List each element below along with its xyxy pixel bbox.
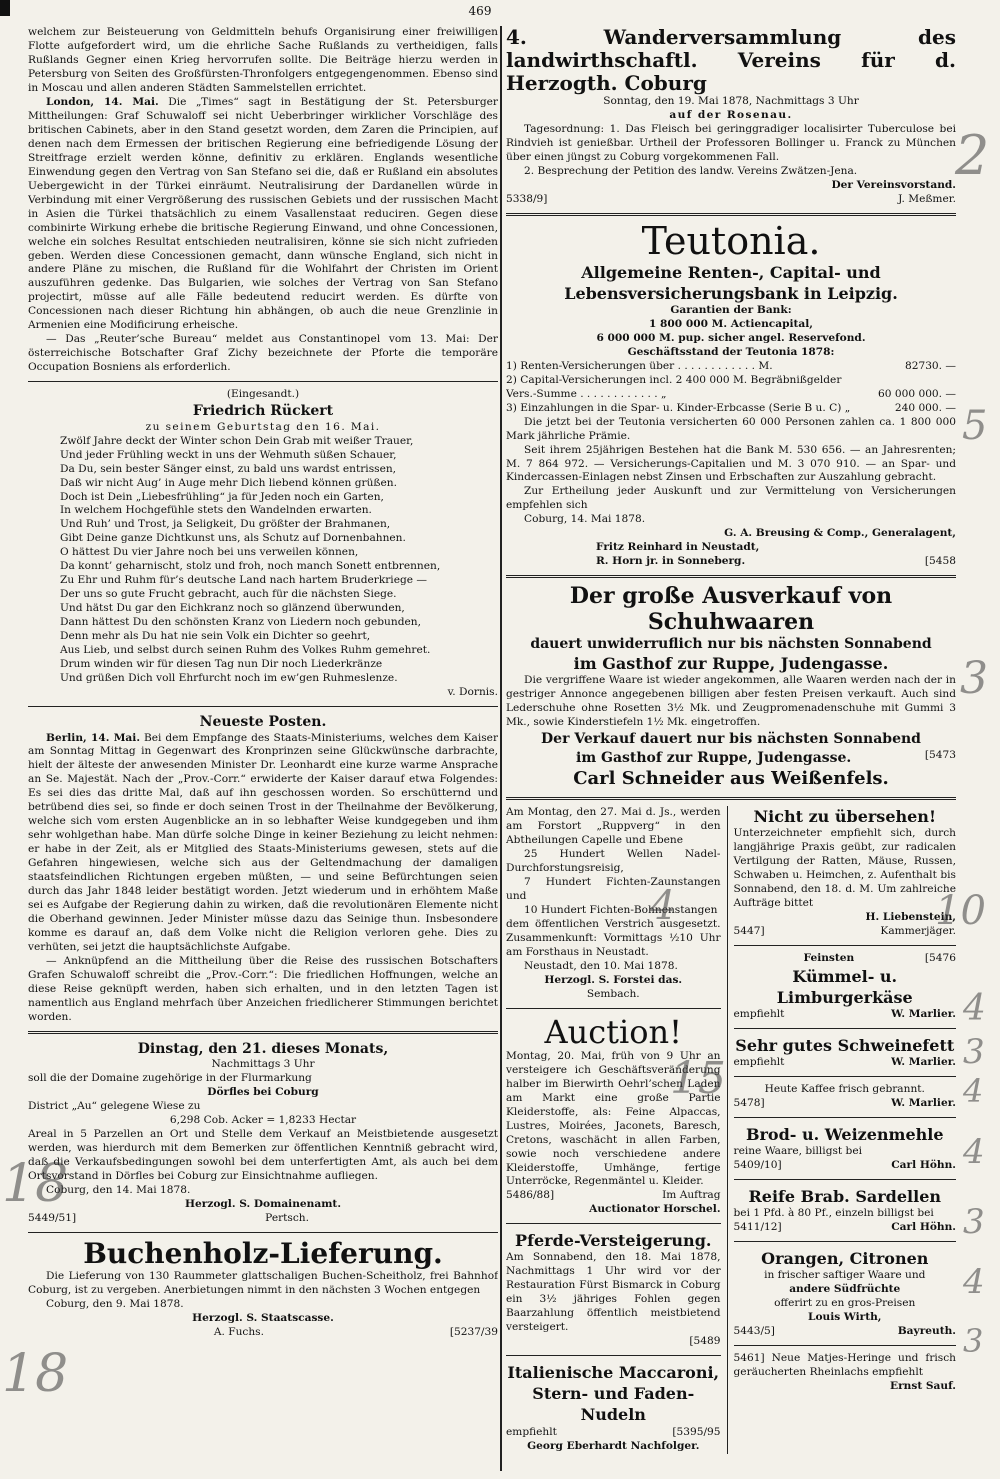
divider [734, 1076, 956, 1077]
divider [734, 1028, 956, 1029]
orangen-line2: in frischer saftiger Waare und [764, 1269, 926, 1282]
ratten-text: Unterzeichneter empfiehlt sich, durch langjährige Praxis geübt, zur radicalen Vertilgung der Ratten, Mäuse, Russen, Schwaben u. Heimchen, z. Aufenthalt bis Sonnabend, den 18. d. M. Um zahlreiche Aufträge bittet [733, 827, 956, 909]
maccaroni-title2: Stern- und Faden-Nudeln [532, 1384, 695, 1425]
ad-code: 5443/5] [733, 1325, 775, 1338]
teutonia-body1: Die jetzt bei der Teutonia versicherten 60 000 Personen zahlen ca. 1 800 000 Mark jährliche Prämie. [506, 415, 956, 442]
ad-buchen-signame: A. Fuchs. [213, 1325, 264, 1338]
wander-place: auf der Rosenau. [669, 108, 793, 121]
teutonia-business: Geschäftsstand der Teutonia 1878: [627, 345, 835, 358]
teutonia-item-label: 2) Capital-Versicherungen incl. 2 400 000 M. Begräbnißgelder Vers.-Summe . . . . . . . . . . . . „ [506, 373, 842, 400]
pencil-mark: 3 [963, 1202, 985, 1242]
teutonia-g1: 1 800 000 M. Actiencapital, [648, 317, 813, 330]
ad-domaine-line2: District „Au“ gelegene Wiese zu [28, 1100, 201, 1113]
divider [506, 1355, 721, 1356]
teutonia-item-value: 240 000. — [894, 401, 956, 414]
forst-signame: Sembach. [586, 987, 640, 1000]
schuh-line4: Der Verkauf dauert nur bis nächsten Sonnabend [541, 731, 921, 748]
teutonia-item [506, 402, 956, 416]
poem-line: Doch ist Dein „Liebesfrühling“ ja für Jeden noch ein Garten, [60, 490, 384, 503]
small-ads-grid [506, 806, 956, 1454]
london-dateline: London, 14. Mai. [46, 95, 159, 108]
teutonia-g2: 6 000 000 M. pup. sicher angel. Reservefond. [596, 331, 866, 344]
poem-line: Da konnt’ geharnischt, stolz und froh, noch manch Sonett entbrennen, [60, 560, 441, 573]
ratten-signer: H. Liebenstein, [865, 910, 956, 923]
pferde-text: Am Sonnabend, den 18. Mai 1878, Nachmittags 1 Uhr wird vor der Restauration Fürst Bismarck in Coburg ein 3½ jähriges Fohlen gegen Baarzahlung öffentlich meistbietend versteigert. [506, 1251, 721, 1334]
orangen-place: Bayreuth. [897, 1325, 956, 1338]
auction-text: Montag, 20. Mai, früh von 9 Uhr an versteigere ich Geschäftsveränderung halber im Bierwirth Oehrl’schen Laden am Markt eine große Partie Kleiderstoffe, als: Feine Alpaccas, Lustres, Moirées, Jaconets, Baresch, Cretons, waschächt in allen Farben, sowie noch verschiedene andere Kleiderstoffe, Umhänge, fertige Unterröcke, Regenmäntel u. Kleider. [506, 1049, 721, 1188]
schuh-firm: Carl Schneider aus Weißenfels. [573, 768, 889, 790]
ad-auction [506, 1012, 721, 1218]
pencil-mark: 4 [963, 988, 986, 1029]
pferde-title: Pferde-Versteigerung. [515, 1231, 712, 1251]
schuh-line2: dauert unwiderruflich nur bis nächsten Sonnabend [530, 635, 932, 652]
pencil-mark: 18 [2, 1344, 69, 1404]
ad-teutonia [506, 218, 956, 570]
poem-line: Und jeder Frühling weckt in uns der Wehmuth süßen Schauer, [60, 448, 397, 461]
divider [734, 1345, 956, 1346]
poem-line: O hättest Du vier Jahre noch bei uns verweilen können, [60, 546, 359, 559]
divider [506, 797, 956, 800]
divider [734, 945, 956, 946]
ad-domaine-footer [28, 1212, 498, 1226]
divider [734, 1179, 956, 1180]
wander-agenda: Tagesordnung: 1. Das Fleisch bei geringgradiger localisirter Tuberculose bei Rindvieh ist genießbar. Urtheil der Professoren Bollinger u. Franck zu München über einen jüngst zu Coburg vorgekommenen Fall. [506, 122, 956, 163]
berlin-report [28, 732, 498, 956]
orangen-title: Orangen, Citronen [761, 1249, 929, 1269]
brod-firm: Carl Höhn. [891, 1159, 956, 1172]
ad-sardellen [734, 1186, 956, 1235]
wander-signame: J. Meßmer. [898, 192, 956, 205]
forst-item: 10 Hundert Fichten-Bohnenstangen [524, 903, 718, 916]
forst-signer: Herzogl. S. Forstei das. [544, 973, 683, 986]
poem-line: Zwölf Jahre deckt der Winter schon Dein Grab mit weißer Trauer, [60, 434, 414, 447]
divider [506, 575, 956, 578]
auction-auftrag: Im Auftrag [662, 1189, 721, 1202]
pencil-mark: 4 [963, 1262, 985, 1302]
teutonia-footer [506, 555, 956, 569]
teutonia-title: Teutonia. [641, 218, 821, 263]
ratten-title: Nicht zu übersehen! [753, 807, 936, 826]
wander-title: 4. Wanderversammlung des landwirthschaftl. Vereins für d. Herzogth. Coburg [506, 26, 956, 95]
divider [28, 381, 498, 382]
news-block [28, 713, 498, 1025]
orangen-line4: offerirt zu en gros-Preisen [774, 1297, 916, 1310]
pencil-mark: 3 [960, 653, 988, 704]
divider [506, 1223, 721, 1224]
teutonia-item [506, 374, 956, 402]
poem-line: Denn mehr als Du hat nie sein Volk ein Dichter so geehrt, [60, 630, 371, 643]
berlin-dateline: Berlin, 14. Mai. [46, 731, 141, 744]
schuh-row [506, 749, 956, 767]
schuh-title: Der große Ausverkauf von Schuhwaaren [569, 583, 893, 635]
poem-line: In welchem Hochgefühle stets den Wandelnden erwarten. [60, 504, 372, 517]
ad-code: [5237/39 [449, 1325, 498, 1338]
sardellen-firm: Carl Höhn. [891, 1221, 956, 1234]
schwein-empfiehlt: empfiehlt [733, 1056, 785, 1069]
kaese-firm: W. Marlier. [891, 1008, 956, 1021]
orangen-firm: Louis Wirth, [808, 1311, 882, 1324]
ad-buchen-footer [28, 1326, 498, 1340]
ad-pferde [506, 1230, 721, 1349]
ad-code: 5449/51] [28, 1211, 77, 1224]
right-column [506, 26, 956, 1469]
pencil-mark: 2 [955, 124, 990, 187]
sardellen-text: bei 1 Pfd. à 80 Pf., einzeln billigst bei [733, 1207, 934, 1220]
pencil-mark: 3 [963, 1322, 984, 1360]
small-ads-left [506, 806, 727, 1454]
matjes-firm: Ernst Sauf. [890, 1380, 956, 1393]
auction-title: Auction! [544, 1012, 682, 1051]
auction-signer: Auctionator Horschel. [589, 1203, 721, 1216]
berlin-text: Bei dem Empfange des Staats-Ministeriums, welches dem Kaiser am Sonntag Mittag in Gegenwart des Kronprinzen seine Glückwünsche darbrachte, hielt der älteste der anwesenden Minister Dr. Leonhardt eine kurze warme Ansprache an Se. Majestät. Nach der „Prov.-Corr.“ erwiderte der Kaiser darauf etwa Folgendes: Es sei dies das dritte Mal, daß auf ihn geschossen worden. So erschütternd und betrübend dies sei, so finde er doch seinen Trost in der Theilnahme der Bevölkerung, welche sich vom ersten Augenblicke an in so lebhafter Weise kundgegeben und ihm sehr wohlgethan habe. Man dürfe solche Dinge in keiner Beziehung zu leicht nehmen: er habe in der Zeit, als er Mitglied des Staats-Ministeriums gewesen, stets auf die Gefahren hingewiesen, welche sich aus der Geltendmachung der damaligen staatsfeindlichen Richtungen ergeben müßten, — und seine Befürchtungen seien durch das Jahr 1848 leider bestätigt worden. Jetzt wiederum und in erhöhtem Maße sei es Aufgabe der Regierung dahin zu wirken, daß die revolutionären Elemente nicht die Oberhand gewinnen. Jeder Minister müsse dazu das Seinige thun. Insbesondere komme es darauf an, daß dem Volke nicht die Religion verloren gehe. Dies zu verhüten, sei jetzt die hauptsächlichste Aufgabe. [28, 731, 498, 954]
wander-footer [506, 193, 956, 207]
pencil-mark: 4 [650, 883, 676, 929]
intro-paragraph: welchem zur Beisteuerung von Geldmitteln behufs Organisirung einer freiwilligen Flotte aufgefordert wird, um die ehrliche Sache Rußlands zu vertheidigen, falls Rußlands Gegner einen Krieg hervorrufen sollte. Die Beiträge hierzu werden in Petersburg von Seiten des Großfürsten-Thronfolgers entgegengenommen. Ebenso sind in Moscau und allen anderen Städten Sammelstellen errichtet. [28, 26, 498, 94]
scan-edge-mark [0, 0, 10, 16]
forst-body: dem öffentlichen Verstrich ausgesetzt. Zusammenkunft: Vormittags ½10 Uhr am Forsthaus in Neustadt. [506, 917, 721, 958]
kaese-empfiehlt: empfiehlt [733, 1008, 785, 1021]
news-title: Neueste Posten. [199, 714, 327, 731]
teutonia-body3: Zur Ertheilung jeder Auskunft und zur Vermittelung von Versicherungen empfehlen sich [506, 485, 956, 512]
divider [506, 213, 956, 216]
poem-line: Gibt Deine ganze Dichtkunst uns, als Schutz auf Dornenbahnen. [60, 532, 406, 545]
ad-code: 5338/9] [506, 192, 548, 205]
wander-agenda2: 2. Besprechung der Petition des landw. Vereins Zwätzen-Jena. [524, 164, 858, 177]
pencil-mark: 15 [670, 1053, 726, 1104]
forst-item: 7 Hundert Fichten-Zaunstangen und [506, 875, 721, 902]
divider [734, 1117, 956, 1118]
ad-buchenholz [28, 1236, 498, 1340]
divider [28, 1031, 498, 1034]
pencil-mark: 4 [963, 1072, 984, 1110]
ad-domaine-time: Nachmittags 3 Uhr [211, 1058, 315, 1071]
ratten-footer [734, 925, 956, 939]
ad-domaine-body: Areal in 5 Parzellen an Ort und Stelle dem Verkauf an Meistbietende ausgesetzt werden, was hierdurch mit dem Bemerken zur öffentlichen Kenntniß gebracht wird, daß die Verkaufsbedingungen sowohl bei dem unterfertigten Amt, als auch bei dem Ortsvorstand in Dörfles bei Coburg zur Einsichtnahme aufliegen. [28, 1128, 498, 1183]
brod-title: Brod- u. Weizenmehle [745, 1125, 944, 1145]
teutonia-body2: Seit ihrem 25jährigen Bestehen hat die Bank M. 530 656. — an Jahresrenten; M. 7 864 972. — Versicherungs-Capitalien und M. 3 070 910. — an Spar- und Kindercassen-Einlagen nebst Zinsen und Erbschaften zur Auszahlung gebracht. [506, 443, 956, 484]
poem-line: Dann hättest Du den schönsten Kranz von Liedern noch gebunden, [60, 616, 421, 629]
kaese-title: Kümmel- u. Limburgerkäse [776, 966, 913, 1007]
ad-kammerjaeger [734, 806, 956, 939]
ad-domaine-place: Dörfles bei Coburg [207, 1086, 319, 1099]
schwein-footer [734, 1056, 956, 1070]
teutonia-item-value: 60 000 000. — [878, 387, 956, 400]
kaese-footer [734, 1008, 956, 1022]
ad-buchen-signer: Herzogl. S. Staatscasse. [192, 1311, 334, 1324]
london-text: Die „Times“ sagt in Bestätigung der St. Petersburger Mittheilungen: Graf Schuwaloff sei nicht Ueberbringer wirklicher Vorschläge des britischen Cabinets, aber in den Stand gesetzt worden, dem Zaren die Principien, auf denen nach dem Ermessen der britischen Regierung eine befriedigende Lösung der Streitfrage erzielt werden könne, definitiv zu erklären. Englands wesentliche Einwendung gegen den Vertrag von San Stefano sei die, daß er Rußland ein absolutes Uebergewicht in der Türkei einräumt. Neutralisirung der Dardanellen würde in Verbindung mit einer Vergrößerung des russischen Gebiets und der russischen Macht in Asien die Türkei thatsächlich zu einem Vasallenstaat reduciren. Gegen diese combinirte Wirkung erhebe die britische Regierung Einwand, und ohne Concessionen, welche ein solches Resultat entschieden neutralisiren, könne sie sich nicht zufrieden geben. Werden diese Concessionen gemacht, dann wünsche England, sich nicht in andere Pläne zu mischen, die Rußland für die Wohlfahrt der Christen im Orient auszuführen gedenke. Das Bulgarien, wie solches der Vertrag von San Stefano projectirt, müsse auf alle Fälle bedeutend reducirt werden. Es dürfte von Concessionen nach dieser Richtung hin abhängen, ob auch die neue Grenzlinie in Armenien eine Modificirung erheische. [28, 95, 498, 332]
maccaroni-firm: Georg Eberhardt Nachfolger. [527, 1439, 700, 1452]
ad-matjes [734, 1352, 956, 1394]
teutonia-guarantee: Garantien der Bank: [670, 303, 792, 316]
poem-line: Daß wir nicht Aug’ in Auge mehr Dich liebend können grüßen. [60, 476, 397, 489]
pencil-mark: 5 [962, 403, 988, 449]
page-number: 469 [468, 4, 492, 18]
poem-line: Und Ruh’ und Trost, ja Seligkeit, Du größter der Brahmanen, [60, 518, 391, 531]
ad-buchen-date: Coburg, den 9. Mai 1878. [46, 1297, 184, 1310]
poem-line: Und grüßen Dich voll Ehrfurcht noch im ew’gen Ruhmeslenze. [60, 672, 398, 685]
kaffee-firm: W. Marlier. [891, 1097, 956, 1110]
ad-code: [5489 [689, 1335, 721, 1348]
ad-code: 5409/10] [733, 1159, 782, 1172]
ad-buchen-heading: Buchenholz-Lieferung. [83, 1236, 443, 1270]
london-report [28, 96, 498, 333]
poem-line: Der uns so gute Frucht gebracht, auch für die nächsten Siege. [60, 588, 397, 601]
ad-forstei [506, 806, 721, 1002]
poem-line: Drum winden wir für diesen Tag nun Dir noch Liederkränze [60, 658, 383, 671]
small-ads-right [727, 806, 956, 1454]
poem-line: Zu Ehr und Ruhm für’s deutsche Land nach hartem Bruderkriege — [60, 574, 427, 587]
pencil-mark: 10 [935, 888, 986, 934]
ad-code: 5411/12] [733, 1221, 782, 1234]
ad-kaese [734, 952, 956, 1022]
reuter-report: — Das „Reuter’sche Bureau“ meldet aus Constantinopel vom 13. Mai: Der österreichische Botschafter Graf Zichy bezeichnete der Pforte die temporäre Occupation Bosniens als erforderlich. [28, 333, 498, 374]
forst-text: Am Montag, den 27. Mai d. Js., werden am Forstort „Ruppverg“ in den Abtheilungen Capelle und Ebene [506, 806, 721, 846]
teutonia-item-value: 82730. — [904, 359, 956, 372]
ad-code: 5447] [733, 924, 765, 937]
ad-code: [5473 [924, 748, 956, 761]
divider [506, 1008, 721, 1009]
brod-text: reine Waare, billigst bei [733, 1145, 862, 1158]
teutonia-agent1: G. A. Breusing & Comp., Generalagent, [724, 527, 956, 540]
ad-brod [734, 1124, 956, 1173]
maccaroni-empfiehlt: empfiehlt [506, 1425, 557, 1438]
ad-code: [5476 [924, 951, 956, 964]
ad-buchen-body: Die Lieferung von 130 Raummeter glattschaligen Buchen-Scheitholz, frei Bahnhof Coburg, ist zu vergeben. Anerbietungen nimmt in den nächsten 3 Wochen entgegen [28, 1269, 498, 1296]
schwein-title: Sehr gutes Schweinefett [735, 1036, 955, 1056]
matjes-text: 5461] Neue Matjes-Heringe und frisch geräucherten Rheinlachs empfiehlt [733, 1352, 956, 1379]
kaffee-text: Heute Kaffee frisch gebrannt. [764, 1083, 925, 1096]
ad-domaine-heading: Dinstag, den 21. dieses Monats, [137, 1040, 389, 1057]
ad-code: [5395/95 [672, 1425, 721, 1438]
maccaroni-row [506, 1426, 721, 1440]
ad-maccaroni [506, 1362, 721, 1453]
teutonia-item [506, 360, 956, 374]
poem-line: Und hätst Du gar den Eichkranz noch so glänzend überwunden, [60, 602, 405, 615]
wander-signer: Der Vereinsvorstand. [831, 178, 956, 191]
kaese-top [734, 952, 956, 966]
poem-note: (Eingesandt.) [226, 388, 300, 401]
poem-subtitle: zu seinem Geburtstag den 16. Mai. [145, 420, 381, 433]
orangen-line3: andere Südfrüchte [789, 1283, 901, 1296]
orangen-footer [734, 1325, 956, 1339]
ad-domaine-signer: Herzogl. S. Domainenamt. [184, 1198, 342, 1210]
pencil-mark: 4 [963, 1132, 985, 1172]
left-column [28, 26, 498, 1469]
schuh-body: Die vergriffene Waare ist wieder angekommen, alle Waaren werden nach der in gestriger Annonce angegebenen billigen aber festen Preisen verkauft. Auch sind Lederschuhe ohne Rosetten 3½ Mk. und Zeugpromenadenschuhe mit Gummi 3 Mk., sowie Kinderstiefeln 1½ Mk. eingetroffen. [506, 674, 956, 729]
kaffee-footer [734, 1097, 956, 1111]
schuh-line3: im Gasthof zur Ruppe, Judengasse. [573, 654, 889, 674]
maccaroni-title1: Italienische Maccaroni, [507, 1363, 720, 1383]
pencil-mark: 18 [2, 1154, 69, 1214]
pencil-mark: 3 [963, 1032, 985, 1072]
teutonia-agent3: R. Horn jr. in Sonneberg. [596, 555, 746, 568]
poem-line: Aus Lieb, und selbst durch seinen Ruhm des Volkes Ruhm gemehret. [60, 644, 431, 657]
kaese-pre: Feinsten [803, 951, 855, 964]
teutonia-date: Coburg, 14. Mai 1878. [524, 513, 646, 526]
ad-kaffee [734, 1083, 956, 1111]
brod-footer [734, 1159, 956, 1173]
divider [28, 1232, 498, 1233]
schuh-line5: im Gasthof zur Ruppe, Judengasse. [576, 749, 852, 766]
poem-author: v. Dornis. [447, 686, 498, 699]
ad-domaine-signame: Pertsch. [265, 1211, 309, 1224]
schuwaloff-report: — Anknüpfend an die Mittheilung über die Reise des russischen Botschafters Grafen Schuwaloff schreibt die „Prov.-Corr.“: Die friedlichen Hoffnungen, welche an diese Reise geknüpft werden, haben sich erhalten, und in den letzten Tagen ist namentlich aus England mehrfach über Anzeichen friedlicherer Stimmungen berichtet worden. [28, 955, 498, 1023]
ad-domaine-date: Coburg, den 14. Mai 1878. [46, 1184, 191, 1197]
schwein-firm: W. Marlier. [891, 1056, 956, 1069]
teutonia-subtitle: Allgemeine Renten-, Capital- und Lebensversicherungsbank in Leipzig. [564, 262, 898, 303]
sardellen-title: Reife Brab. Sardellen [748, 1187, 942, 1207]
ad-orangen [734, 1248, 956, 1339]
sardellen-footer [734, 1221, 956, 1235]
divider [734, 1241, 956, 1242]
poem-lines [28, 435, 498, 686]
ad-code: 5478] [733, 1097, 765, 1110]
ad-domaine-area: 6,298 Cob. Acker = 1,8233 Hectar [169, 1114, 357, 1127]
ad-wanderversammlung [506, 26, 956, 207]
column-divider [500, 26, 502, 1471]
forst-date: Neustadt, den 10. Mai 1878. [524, 959, 678, 972]
teutonia-item-label: 1) Renten-Versicherungen über . . . . . . . . . . . . M. [506, 359, 773, 372]
poem-line: Da Du, sein bester Sänger einst, zu bald uns wardst entrissen, [60, 462, 397, 475]
ratten-role: Kammerjäger. [880, 924, 956, 937]
poem-block [28, 388, 498, 700]
ad-schuhwaaren [506, 584, 956, 791]
wander-date: Sonntag, den 19. Mai 1878, Nachmittags 3 Uhr [603, 95, 859, 107]
ad-domaine-line1: soll die der Domaine zugehörige in der Flurmarkung [28, 1072, 312, 1085]
ad-domaine [28, 1040, 498, 1226]
ad-code: [5458 [924, 555, 956, 568]
poem-title: Friedrich Rückert [192, 403, 334, 420]
ad-schweinefett [734, 1035, 956, 1070]
ad-code: 5486/88] [506, 1189, 555, 1202]
forst-item: 25 Hundert Wellen Nadel-Durchforstungsreisig, [506, 847, 721, 874]
divider [28, 706, 498, 707]
teutonia-item-label: 3) Einzahlungen in die Spar- u. Kinder-Erbcasse (Serie B u. C) „ [506, 401, 851, 414]
auction-footer [506, 1189, 721, 1203]
teutonia-agent2: Fritz Reinhard in Neustadt, [596, 541, 760, 554]
